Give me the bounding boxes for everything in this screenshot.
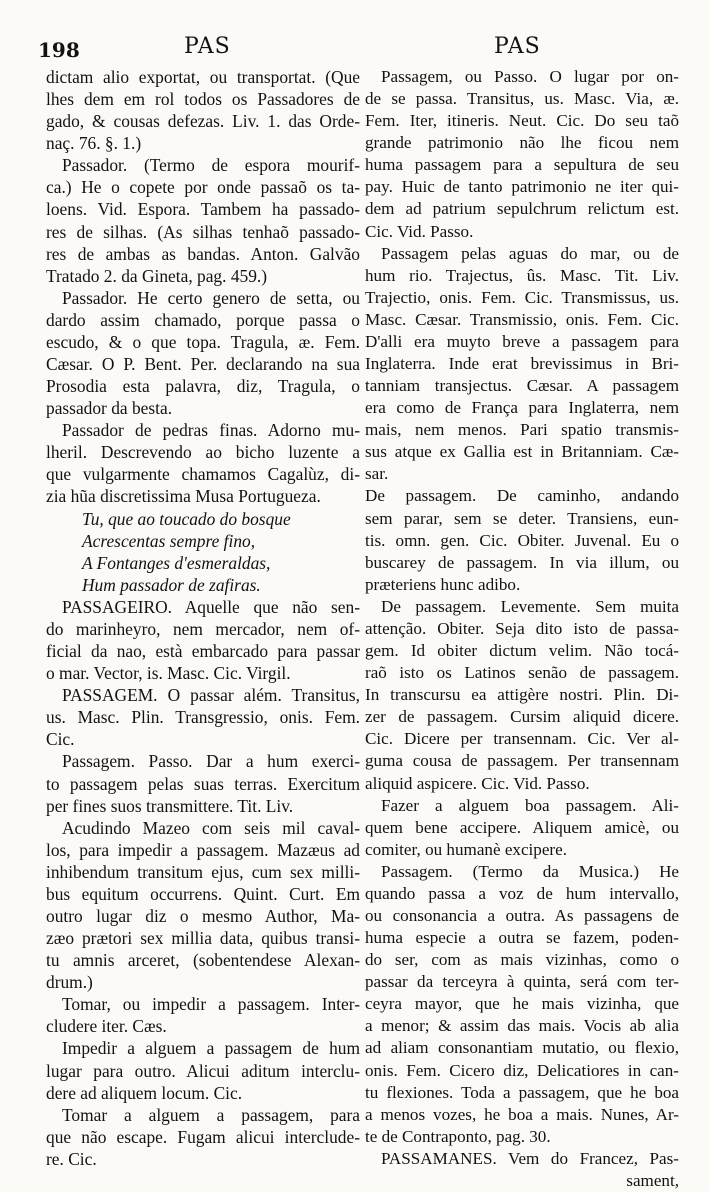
right-headword: PAS: [494, 34, 541, 59]
right-line: Inglaterra. Inde erat brevissimus in Bri-: [365, 354, 679, 374]
right-line: Masc. Cæsar. Transmissio, onis. Fem. Cic.: [365, 309, 679, 329]
left-line: us. Masc. Plin. Transgressio, onis. Fem.: [46, 707, 360, 728]
verse-line: A Fontanges d'esmeraldas,: [82, 552, 271, 573]
left-line: Cæsar. O P. Bent. Per. declarando na sua: [46, 354, 360, 375]
right-line: Passagem. (Termo da Musica.) He: [381, 861, 679, 881]
left-line: Passador. He certo genero de setta, ou: [62, 287, 360, 308]
left-line: ficial da nao, està embarcado para passar: [46, 641, 360, 662]
left-line: zia hũa discretissima Musa Portugueza.: [46, 486, 321, 507]
left-line: zæo prætori sex millia data, quibus transi-: [46, 928, 360, 949]
left-line: Prosodia esta palavra, diz, Tragula, o: [46, 376, 360, 397]
left-line: o mar. Vector, is. Masc. Cic. Virgil.: [46, 663, 291, 684]
left-line: que vulgarmente chamamos Cagalùz, di-: [46, 464, 360, 485]
right-line: pay. Huic de tanto patrimonio ne iter qui-: [365, 177, 679, 197]
right-line: mais, nem menos. Pari spatio transmis-: [365, 420, 679, 440]
right-line: do ser, com as mais vizinhas, como o: [365, 950, 679, 970]
right-line: Fem. Iter, itineris. Neut. Cic. Do seu taõ: [365, 111, 679, 131]
left-line: PASSAGEIRO. Aquelle que não sen-: [62, 596, 360, 617]
right-line: gem. Id obiter dictum velim. Não tocá-: [365, 641, 679, 661]
verse-line: Hum passador de zafiras.: [82, 574, 261, 595]
left-line: res de silhas. (As silhas tenhaõ passado-: [46, 221, 360, 242]
right-line: sus atque ex Gallia est in Britanniam. Cæ-: [365, 442, 679, 462]
left-line: Passador de pedras finas. Adorno mu-: [62, 420, 360, 441]
right-line: Passagem, ou Passo. O lugar por on-: [381, 67, 679, 86]
verse-line: Tu, que ao toucado do bosque: [82, 508, 291, 529]
right-line: In transcursu ea attigère nostri. Plin. Di-: [365, 685, 679, 705]
left-line: bus equitum occurrens. Quint. Curt. Em: [46, 883, 360, 904]
right-line: ou consonancia a outra. As passagens de: [365, 905, 679, 925]
right-line: hum rio. Trajectus, ûs. Masc. Tit. Liv.: [365, 265, 679, 285]
right-line: huma especie a outra se fazem, poden-: [365, 928, 679, 948]
right-line: Passagem pelas aguas do mar, ou de: [381, 243, 679, 263]
right-column: [365, 66, 679, 1192]
right-line: PASSAMANES. Vem do Francez, Pas-: [381, 1148, 679, 1168]
right-line: Cic. Dicere per transennam. Cic. Ver al-: [365, 729, 679, 749]
left-line: per fines suos transmittere. Tit. Liv.: [46, 795, 294, 816]
right-line: huma passagem para a sepultura de seu: [365, 155, 679, 175]
left-line: Passador. (Termo de espora mourif-: [62, 155, 360, 176]
left-line: escudo, & o que topa. Tragula, æ. Fem.: [46, 331, 360, 352]
right-line: era como de França para Inglaterra, nem: [365, 398, 679, 418]
left-line: Acudindo Mazeo com seis mil caval-: [62, 817, 360, 838]
left-line: outro lugar diz o mesmo Author, Ma-: [46, 905, 360, 926]
left-column: [46, 66, 360, 1170]
left-line: inhibendum transitum ejus, cum sex milli-: [46, 861, 360, 882]
left-line: que não escape. Fugam alicui interclude-: [46, 1126, 360, 1147]
right-line: D'alli era muyto breve a passagem para: [365, 331, 679, 351]
running-header: [0, 34, 709, 64]
left-line: do marinheyro, nem mercador, nem of-: [46, 618, 360, 639]
right-line: attenção. Obiter. Seja dito isto de passa-: [365, 618, 679, 638]
left-line: re. Cic.: [46, 1148, 97, 1169]
right-line: De passagem. Levemente. Sem muita: [381, 596, 679, 616]
right-line: comiter, ou humanè excipere.: [365, 839, 567, 859]
right-line: tu flexiones. Toda a passagem, que he boa: [365, 1082, 679, 1102]
right-line: te de Contraponto, pag. 30.: [365, 1126, 551, 1146]
left-line: dictam alio exportat, ou transportat. (Que: [46, 67, 360, 87]
left-line: PASSAGEM. O passar além. Transitus,: [62, 685, 360, 706]
right-line: tanniam transjectus. Cæsar. A passagem: [365, 376, 679, 396]
right-line: Fazer a alguem boa passagem. Ali-: [381, 795, 679, 815]
right-line: a menos vozes, he boa a mais. Nunes, Ar-: [365, 1104, 679, 1124]
right-line: quem bene accipere. Aliquem amicè, ou: [365, 817, 679, 837]
left-line: dardo assim chamado, porque passa o: [46, 309, 360, 330]
left-line: dere ad aliquem locum. Cic.: [46, 1082, 243, 1103]
right-line: zer de passagem. Cursim aliquid dicere.: [365, 707, 679, 727]
right-line: buscarey de passagem. In via illum, ou: [365, 552, 679, 572]
left-line: lhes dem em rol todos os Passadores de: [46, 89, 360, 110]
left-line: Cic.: [46, 729, 75, 750]
right-line: grande patrimonio não lhe ficou nem: [365, 133, 679, 153]
left-line: loens. Vid. Espora. Tambem ha passado-: [46, 199, 360, 220]
left-line: Passagem. Passo. Dar a hum exerci-: [62, 751, 360, 772]
left-line: Tomar, ou impedir a passagem. Inter-: [62, 994, 360, 1015]
right-line: Cic. Vid. Passo.: [365, 221, 474, 241]
left-line: cludere iter. Cæs.: [46, 1016, 167, 1037]
left-headword: PAS: [184, 34, 231, 59]
right-line: De passagem. De caminho, andando: [365, 486, 679, 506]
right-line: ceyra mayor, que he mais vizinha, que: [365, 994, 679, 1014]
left-line: to passagem pelas suas terras. Exercitum: [46, 773, 360, 794]
left-line: ca.) He o copete por onde passaõ os ta-: [46, 177, 360, 198]
right-line: quando passa a voz de hum intervallo,: [365, 883, 679, 903]
right-line: ad aliam consonantiam mutatio, ou flexio,: [365, 1038, 679, 1058]
right-line: raõ isto os Latinos senão de passagem.: [365, 663, 679, 683]
left-line: naç. 76. §. 1.): [46, 133, 142, 154]
right-line: præteriens hunc adibo.: [365, 574, 521, 594]
verse-line: Acrescentas sempre fino,: [82, 530, 256, 551]
right-line: Trajectio, onis. Fem. Cic. Transmissus, us.: [365, 287, 679, 307]
right-line: de se passa. Transitus, us. Masc. Via, æ.: [365, 89, 679, 109]
right-line: a menor; & assim das mais. Vocis ab alia: [365, 1016, 679, 1036]
left-line: Tomar a alguem a passagem, para: [62, 1104, 360, 1125]
left-line: res de ambas as bandas. Anton. Galvão: [46, 243, 360, 264]
right-line: sem parar, sem se deter. Transiens, eun-: [365, 508, 679, 528]
right-line: guma cousa de passagem. Per transennam: [365, 751, 679, 771]
left-line: Impedir a alguem a passagem de hum: [62, 1038, 360, 1059]
right-line: sar.: [365, 464, 389, 484]
left-line: lugar para outro. Alicui aditum interclu-: [46, 1060, 360, 1081]
page-number: 198: [38, 38, 80, 62]
left-line: gado, & cousas defezas. Liv. 1. das Orde-: [46, 111, 360, 132]
right-line: aliquid aspicere. Cic. Vid. Passo.: [365, 773, 590, 793]
catchword: sament,: [626, 1170, 679, 1190]
left-line: lheril. Descrevendo ao bicho luzente a: [46, 442, 360, 463]
left-line: passador da besta.: [46, 398, 173, 419]
left-line: drum.): [46, 972, 93, 993]
right-line: passar da terceyra à quinta, será com ter-: [365, 972, 679, 992]
left-line: tu amnis arceret, (sobentendese Alexan-: [46, 950, 360, 971]
right-line: dem ad patrium sepulchrum relictum est.: [365, 199, 679, 219]
left-line: Tratado 2. da Gineta, pag. 459.): [46, 265, 268, 286]
left-line: los, para impedir a passagem. Mazæus ad: [46, 839, 360, 860]
right-line: tis. omn. gen. Cic. Obiter. Juvenal. Eu o: [365, 530, 679, 550]
right-line: onis. Fem. Cicero diz, Delicatiores in can-: [365, 1060, 679, 1080]
